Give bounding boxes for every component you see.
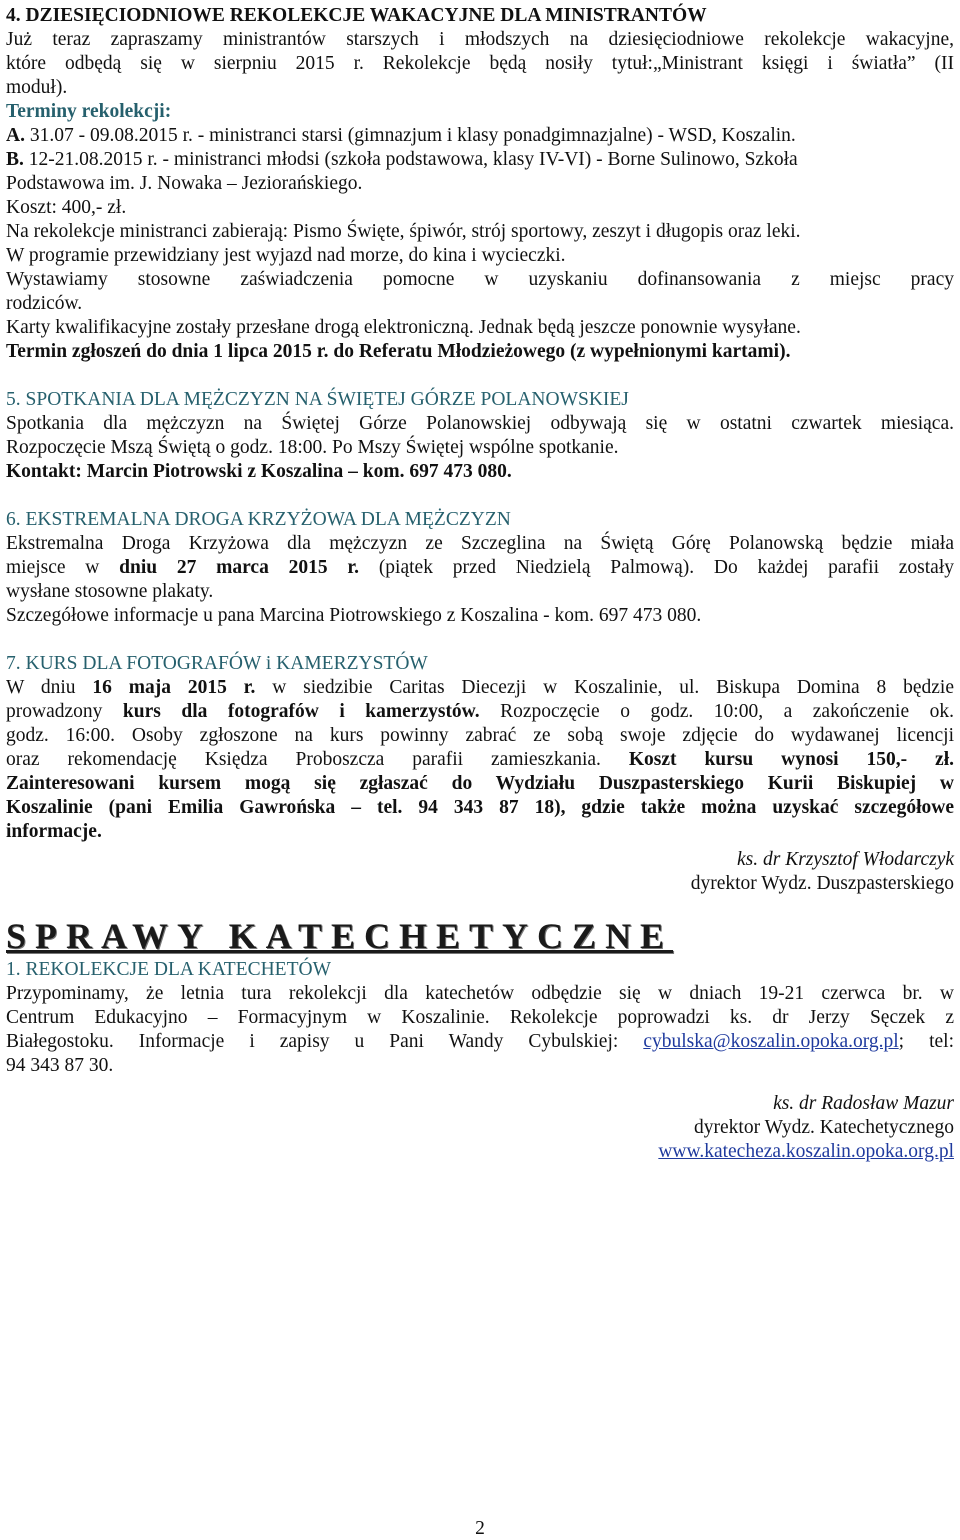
section-7-line-3: godz. 16:00. Osoby zgłoszone na kurs powinny zabrać ze sobą swoje zdjęcie do wydawanej licencji: [6, 725, 954, 746]
deadline-text: Termin zgłoszeń do dnia 1 lipca 2015 r. do Referatu Młodzieżowego (z wypełnionymi kartami).: [6, 341, 791, 362]
email-link[interactable]: cybulska@koszalin.opoka.org.pl: [643, 1031, 899, 1052]
section-7-line-4: [6, 748, 954, 772]
section-4-line-1: Już teraz zapraszamy ministrantów starszych i młodszych na dziesięciodniowe rekolekcje wakacyjne,: [6, 29, 954, 50]
signature-title-2: dyrektor Wydz. Katechetycznego: [694, 1117, 954, 1138]
catechetical-line-2: Centrum Edukacyjno – Formacyjnym w Koszalinie. Rekolekcje poprowadzi ks. dr Jerzy Sęczek z: [6, 1007, 954, 1028]
signature-name-1: ks. dr Krzysztof Włodarczyk: [736, 849, 954, 870]
cards-text: Karty kwalifikacyjne zostały przesłane drogą elektroniczną. Jednak będą jeszcze ponownie wysyłane.: [6, 317, 801, 338]
terms-heading: Terminy rekolekcji:: [6, 101, 172, 122]
website-link[interactable]: www.katecheza.koszalin.opoka.org.pl: [658, 1141, 954, 1162]
catechetical-line-3-start: Białegostoku. Informacje i zapisy u Pani Wandy Cybulskiej:: [6, 1031, 644, 1052]
section-6-line-2: [6, 556, 954, 580]
section-4-line-2: które odbędą się w sierpniu 2015 r. Rekolekcje będą nosiły tytuł:„Ministrant księgi i światła” (II: [6, 53, 954, 74]
catechetical-heading: 1. REKOLEKCJE DLA KATECHETÓW: [6, 959, 331, 980]
section-5-line-1: Spotkania dla mężczyzn na Świętej Górze Polanowskiej odbywają się w ostatni czwartek miesiąca.: [6, 413, 954, 434]
section-6-date: dniu 27 marca 2015 r.: [119, 557, 360, 578]
section-5-heading: 5. SPOTKANIA DLA MĘŻCZYZN NA ŚWIĘTEJ GÓRZE POLANOWSKIEJ: [6, 389, 629, 410]
section-6-heading: 6. EKSTREMALNA DROGA KRZYŻOWA DLA MĘŻCZYZN: [6, 509, 511, 530]
catechetical-line-1: Przypominamy, że letnia tura rekolekcji dla katechetów odbędzie się w dniach 19-21 czerwca br. w: [6, 983, 954, 1004]
certificate-line-2: rodziców.: [6, 293, 83, 314]
term-a-label: A.: [6, 125, 25, 146]
catechetical-line-4: 94 343 87 30.: [6, 1055, 114, 1076]
document-page: [6, 0, 954, 1164]
section-6-line-3: wysłane stosowne plakaty.: [6, 581, 214, 602]
section-7-line-1-end: w siedzibie Caritas Diecezji w Koszalinie, ul. Biskupa Domina 8 będzie: [255, 677, 954, 698]
section-7-course-name: kurs dla fotografów i kamerzystów.: [122, 701, 480, 722]
catechetical-banner: SPRAWY KATECHETYCZNE: [6, 916, 674, 956]
signature-title-1: dyrektor Wydz. Duszpasterskiego: [690, 873, 954, 894]
term-a: [6, 124, 954, 148]
website-line: [6, 1140, 954, 1164]
section-6-line-2-end: (piątek przed Niedzielą Palmową). Do każdej parafii zostały: [359, 557, 955, 578]
cost-text: Koszt: 400,- zł.: [6, 197, 127, 218]
section-7-line-2-end: Rozpoczęcie o godz. 10:00, a zakończenie ok.: [479, 701, 954, 722]
term-b: [6, 148, 954, 172]
term-b-text: 12-21.08.2015 r. - ministranci młodsi (szkoła podstawowa, klasy IV-VI) - Borne Sulinowo, Szkoła: [23, 149, 798, 170]
section-6-line-2-start: miejsce w: [6, 557, 120, 578]
packing-list-text: Na rekolekcje ministranci zabierają: Pismo Święte, śpiwór, strój sportowy, zeszyt i długopis oraz leki.: [6, 221, 801, 242]
certificate-line-1: Wystawiamy stosowne zaświadczenia pomocne w uzyskaniu dofinansowania z miejsc pracy: [6, 269, 954, 290]
section-7-cost: Koszt kursu wynosi 150,- zł.: [628, 749, 954, 770]
section-7-line-1-start: W dniu: [6, 677, 93, 698]
term-b-continued: Podstawowa im. J. Nowaka – Jeziorańskiego.: [6, 173, 363, 194]
catechetical-line-3-end: ; tel:: [898, 1031, 954, 1052]
section-7-line-5: Zainteresowani kursem mogą się zgłaszać do Wydziału Duszpasterskiego Kurii Biskupiej w: [6, 773, 954, 794]
section-7-line-4-start: oraz rekomendację Księdza Proboszcza parafii zamieszkania.: [6, 749, 629, 770]
section-7-line-7: informacje.: [6, 821, 102, 842]
section-7-line-2-start: prowadzony: [6, 701, 123, 722]
signature-name-2: ks. dr Radosław Mazur: [773, 1093, 954, 1114]
section-7-heading: 7. KURS DLA FOTOGRAFÓW i KAMERZYSTÓW: [6, 653, 428, 674]
term-b-label: B.: [6, 149, 24, 170]
section-7-line-1: [6, 676, 954, 700]
section-7-line-6: Koszalinie (pani Emilia Gawrońska – tel. 94 343 87 18), gdzie także można uzyskać szczegółowe: [6, 797, 954, 818]
section-5-contact: Kontakt: Marcin Piotrowski z Koszalina – kom. 697 473 080.: [6, 461, 512, 482]
section-5-line-2: Rozpoczęcie Mszą Świętą o godz. 18:00. Po Mszy Świętej wspólne spotkanie.: [6, 437, 619, 458]
term-a-text: 31.07 - 09.08.2015 r. - ministranci starsi (gimnazjum i klasy ponadgimnazjalne) - WSD, Koszalin.: [24, 125, 796, 146]
section-4-heading: 4. DZIESIĘCIODNIOWE REKOLEKCJE WAKACYJNE DLA MINISTRANTÓW: [6, 5, 707, 26]
page-number: 2: [475, 1518, 485, 1539]
section-6-line-4: Szczegółowe informacje u pana Marcina Piotrowskiego z Koszalina - kom. 697 473 080.: [6, 605, 702, 626]
section-7-line-2: [6, 700, 954, 724]
section-4-line-3: moduł).: [6, 77, 68, 98]
catechetical-line-3: [6, 1030, 954, 1054]
program-text: W programie przewidziany jest wyjazd nad morze, do kina i wycieczki.: [6, 245, 566, 266]
section-7-date: 16 maja 2015 r.: [92, 677, 256, 698]
section-6-line-1: Ekstremalna Droga Krzyżowa dla mężczyzn ze Szczeglina na Świętą Górę Polanowską będzie miała: [6, 533, 954, 554]
